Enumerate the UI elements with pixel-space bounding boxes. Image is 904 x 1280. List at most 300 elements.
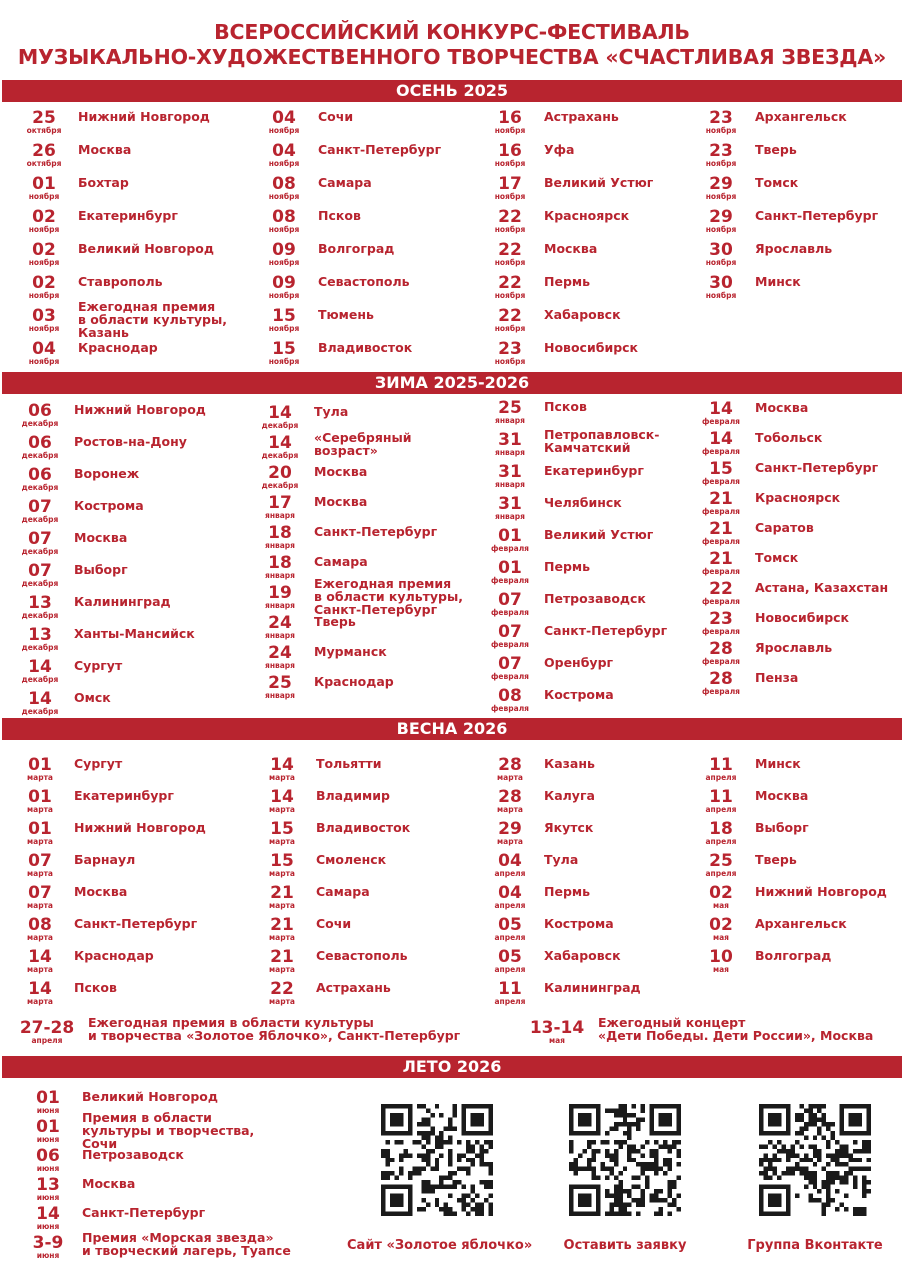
event-month: февраля xyxy=(490,608,529,617)
event-city: Барнаул xyxy=(74,852,136,867)
event-day: 16 xyxy=(498,141,522,161)
event-month: февраля xyxy=(701,657,740,666)
event-city: Екатеринбург xyxy=(78,208,178,223)
event-month: ноября xyxy=(494,258,526,267)
event-date xyxy=(22,1206,74,1231)
event-city: Великий Новгород xyxy=(82,1089,218,1104)
event-day: 3-9 xyxy=(32,1233,64,1253)
event-city: Волгоград xyxy=(755,948,832,963)
event-month: апреля xyxy=(494,933,526,942)
event-month: декабря xyxy=(21,515,59,524)
event-day: 11 xyxy=(498,979,522,999)
event-city: Нижний Новгород xyxy=(74,402,206,417)
event-day: 14 xyxy=(28,657,52,677)
event-city: Тверь xyxy=(755,852,797,867)
event-city: Якутск xyxy=(544,820,594,835)
event-month: марта xyxy=(27,933,53,942)
event-month: апреля xyxy=(705,837,737,846)
event-day: 30 xyxy=(709,273,733,293)
event-date xyxy=(695,671,747,696)
event-city: Москва xyxy=(544,241,598,256)
event-day: 14 xyxy=(28,947,52,967)
event-day: 14 xyxy=(270,755,294,775)
event-date xyxy=(256,981,308,1006)
event-date xyxy=(258,209,310,234)
event-date xyxy=(695,789,747,814)
section-winter-header: ЗИМА 2025-2026 xyxy=(2,372,902,394)
event-date xyxy=(484,688,536,713)
event-month: марта xyxy=(497,773,523,782)
event-day: 21 xyxy=(270,915,294,935)
event-month: ноября xyxy=(705,291,737,300)
event-day: 18 xyxy=(709,819,733,839)
event-city: Москва xyxy=(82,1176,136,1191)
event-date xyxy=(484,981,536,1006)
event-date xyxy=(484,110,536,135)
event-date xyxy=(484,789,536,814)
event-city: Пермь xyxy=(544,559,591,574)
event-month: января xyxy=(265,571,295,580)
event-day: 01 xyxy=(28,819,52,839)
event-day: 31 xyxy=(498,494,522,514)
event-date xyxy=(695,641,747,666)
event-month: февраля xyxy=(701,447,740,456)
event-date xyxy=(14,1020,80,1045)
event-date xyxy=(484,560,536,585)
event-month: января xyxy=(265,511,295,520)
event-city: Псков xyxy=(74,980,117,995)
event-month: ноября xyxy=(268,126,300,135)
event-date xyxy=(484,656,536,681)
event-date xyxy=(484,176,536,201)
event-city: Великий Новгород xyxy=(78,241,214,256)
event-month: июня xyxy=(36,1164,60,1173)
event-day: 14 xyxy=(709,399,733,419)
event-city: Бохтар xyxy=(78,175,129,190)
event-date xyxy=(14,531,66,556)
event-day: 28 xyxy=(709,639,733,659)
event-date xyxy=(484,949,536,974)
event-day: 01 xyxy=(28,755,52,775)
event-month: ноября xyxy=(268,324,300,333)
qr-code-icon[interactable] xyxy=(381,1104,493,1216)
event-date xyxy=(695,431,747,456)
event-date xyxy=(695,821,747,846)
event-city: Ставрополь xyxy=(78,274,163,289)
event-day: 28 xyxy=(498,755,522,775)
event-day: 15 xyxy=(270,819,294,839)
event-day: 14 xyxy=(709,429,733,449)
event-day: 06 xyxy=(28,433,52,453)
event-date xyxy=(484,528,536,553)
event-city: Сургут xyxy=(74,756,123,771)
event-date xyxy=(484,242,536,267)
event-day: 24 xyxy=(268,643,292,663)
event-city: Сочи xyxy=(316,916,352,931)
event-city: Сургут xyxy=(74,658,123,673)
event-month: июня xyxy=(36,1106,60,1115)
event-month: марта xyxy=(27,869,53,878)
event-month: марта xyxy=(27,773,53,782)
event-city: Москва xyxy=(755,400,809,415)
event-month: ноября xyxy=(28,258,60,267)
event-day: 06 xyxy=(36,1146,60,1166)
event-month: января xyxy=(495,416,525,425)
event-day: 23 xyxy=(498,339,522,359)
event-month: января xyxy=(265,541,295,550)
event-day: 14 xyxy=(28,979,52,999)
event-date xyxy=(256,757,308,782)
event-day: 01 xyxy=(28,787,52,807)
event-month: января xyxy=(495,448,525,457)
event-date xyxy=(484,853,536,878)
event-day: 14 xyxy=(36,1204,60,1224)
event-month: ноября xyxy=(268,225,300,234)
event-month: ноября xyxy=(494,324,526,333)
qr-code-icon[interactable] xyxy=(759,1104,871,1216)
event-date xyxy=(484,432,536,457)
event-date xyxy=(254,585,306,610)
event-city: Оренбург xyxy=(544,655,614,670)
event-day: 07 xyxy=(28,883,52,903)
event-day: 11 xyxy=(709,787,733,807)
event-day: 16 xyxy=(498,108,522,128)
event-city: Москва xyxy=(74,530,128,545)
event-day: 05 xyxy=(498,915,522,935)
event-month: марта xyxy=(269,997,295,1006)
event-month: ноября xyxy=(494,291,526,300)
event-date xyxy=(695,581,747,606)
event-city: Ярославль xyxy=(755,640,833,655)
event-city: Санкт-Петербург xyxy=(74,916,198,931)
event-city: Москва xyxy=(755,788,809,803)
event-date xyxy=(18,176,70,201)
event-month: декабря xyxy=(261,451,299,460)
event-city: Москва xyxy=(78,142,132,157)
event-city: Минск xyxy=(755,756,801,771)
event-date xyxy=(484,341,536,366)
event-month: ноября xyxy=(268,258,300,267)
event-date xyxy=(14,691,66,716)
event-month: апреля xyxy=(494,997,526,1006)
event-month: марта xyxy=(269,773,295,782)
event-day: 01 xyxy=(498,558,522,578)
event-day: 13-14 xyxy=(529,1018,585,1038)
event-month: ноября xyxy=(494,225,526,234)
event-month: июня xyxy=(36,1222,60,1231)
event-city: Премия в области культуры и творчества, Сочи xyxy=(82,1110,255,1151)
event-city: Великий Устюг xyxy=(544,175,654,190)
event-city: Санкт-Петербург xyxy=(755,208,879,223)
event-month: марта xyxy=(269,805,295,814)
event-month: ноября xyxy=(494,159,526,168)
event-date xyxy=(14,467,66,492)
event-date xyxy=(14,435,66,460)
event-month: декабря xyxy=(21,707,59,716)
event-month: ноября xyxy=(494,126,526,135)
event-month: ноября xyxy=(494,192,526,201)
event-day: 06 xyxy=(28,401,52,421)
event-date xyxy=(254,525,306,550)
event-month: декабря xyxy=(21,579,59,588)
event-month: июня xyxy=(36,1193,60,1202)
event-date xyxy=(695,110,747,135)
event-date xyxy=(254,645,306,670)
event-date xyxy=(695,917,747,942)
event-month: марта xyxy=(27,997,53,1006)
event-day: 04 xyxy=(32,339,56,359)
event-day: 02 xyxy=(709,915,733,935)
event-month: февраля xyxy=(490,672,529,681)
qr-caption[interactable]: Сайт «Золотое яблочко» xyxy=(347,1238,533,1253)
event-month: марта xyxy=(27,965,53,974)
event-month: ноября xyxy=(28,225,60,234)
event-day: 01 xyxy=(36,1117,60,1137)
event-day: 07 xyxy=(498,654,522,674)
event-date xyxy=(484,757,536,782)
event-day: 27-28 xyxy=(19,1018,75,1038)
event-city: Екатеринбург xyxy=(544,463,644,478)
event-day: 01 xyxy=(36,1088,60,1108)
event-city: Астана, Казахстан xyxy=(755,580,889,595)
event-date xyxy=(14,757,66,782)
event-month: марта xyxy=(27,805,53,814)
event-day: 29 xyxy=(709,207,733,227)
event-city: Ростов-на-Дону xyxy=(74,434,187,449)
event-day: 21 xyxy=(709,549,733,569)
event-date xyxy=(695,551,747,576)
event-date xyxy=(254,435,306,460)
event-month: июня xyxy=(36,1251,60,1260)
event-city: Омск xyxy=(74,690,111,705)
event-date xyxy=(256,949,308,974)
event-city: Красноярск xyxy=(544,208,630,223)
event-month: декабря xyxy=(21,611,59,620)
event-city: Екатеринбург xyxy=(74,788,174,803)
event-day: 10 xyxy=(709,947,733,967)
event-date xyxy=(258,110,310,135)
event-city: Челябинск xyxy=(544,495,622,510)
event-city: Самара xyxy=(314,554,368,569)
event-city: Самара xyxy=(318,175,372,190)
event-day: 19 xyxy=(268,583,292,603)
event-city: Ярославль xyxy=(755,241,833,256)
event-date xyxy=(18,110,70,135)
event-city: Волгоград xyxy=(318,241,395,256)
event-date xyxy=(14,627,66,652)
event-city: Тобольск xyxy=(755,430,823,445)
event-date xyxy=(254,495,306,520)
event-month: ноября xyxy=(268,291,300,300)
event-date xyxy=(484,496,536,521)
event-city: Краснодар xyxy=(74,948,154,963)
event-city: Владимир xyxy=(316,788,390,803)
event-date xyxy=(14,917,66,942)
event-date xyxy=(254,615,306,640)
event-month: марта xyxy=(27,901,53,910)
event-city: Томск xyxy=(755,550,799,565)
event-day: 22 xyxy=(709,579,733,599)
event-month: ноября xyxy=(494,357,526,366)
qr-caption[interactable]: Оставить заявку xyxy=(563,1238,687,1253)
event-city: Кострома xyxy=(544,916,614,931)
event-city: Воронеж xyxy=(74,466,140,481)
event-month: ноября xyxy=(28,291,60,300)
event-day: 23 xyxy=(709,141,733,161)
event-day: 21 xyxy=(709,489,733,509)
event-day: 07 xyxy=(28,497,52,517)
event-day: 09 xyxy=(272,240,296,260)
event-month: февраля xyxy=(701,627,740,636)
event-day: 08 xyxy=(28,915,52,935)
event-day: 25 xyxy=(709,851,733,871)
event-city: Выборг xyxy=(755,820,809,835)
qr-caption[interactable]: Группа Вконтакте xyxy=(747,1238,883,1253)
event-day: 31 xyxy=(498,462,522,482)
event-city: Нижний Новгород xyxy=(74,820,206,835)
event-city: Нижний Новгород xyxy=(755,884,887,899)
event-city: Тула xyxy=(314,404,349,419)
event-month: марта xyxy=(269,869,295,878)
event-day: 02 xyxy=(32,207,56,227)
event-month: ноября xyxy=(28,324,60,333)
event-day: 03 xyxy=(32,306,56,326)
event-city: Хабаровск xyxy=(544,307,621,322)
event-day: 17 xyxy=(498,174,522,194)
event-date xyxy=(14,563,66,588)
event-date xyxy=(256,885,308,910)
event-city: Псков xyxy=(318,208,361,223)
event-month: февраля xyxy=(701,687,740,696)
event-month: марта xyxy=(27,837,53,846)
event-day: 14 xyxy=(268,403,292,423)
event-date xyxy=(695,611,747,636)
event-date xyxy=(256,789,308,814)
event-day: 15 xyxy=(272,339,296,359)
event-city: Калуга xyxy=(544,788,595,803)
event-date xyxy=(256,821,308,846)
event-month: декабря xyxy=(21,483,59,492)
event-city: Владивосток xyxy=(316,820,411,835)
event-date xyxy=(254,675,306,700)
event-city: Ежегодная премия в области культуры, Санкт-Петербург xyxy=(314,576,464,617)
event-day: 07 xyxy=(28,529,52,549)
event-month: апреля xyxy=(494,869,526,878)
event-date xyxy=(14,403,66,428)
event-month: апреля xyxy=(494,901,526,910)
event-date xyxy=(695,757,747,782)
event-date xyxy=(258,143,310,168)
event-date xyxy=(254,555,306,580)
event-month: марта xyxy=(269,965,295,974)
event-day: 05 xyxy=(498,947,522,967)
event-day: 08 xyxy=(272,174,296,194)
event-day: 04 xyxy=(498,883,522,903)
event-city: Казань xyxy=(544,756,595,771)
event-date xyxy=(258,308,310,333)
event-month: ноября xyxy=(268,192,300,201)
event-city: Ежегодная премия в области культуры, Казань xyxy=(78,299,228,340)
event-city: Новосибирск xyxy=(755,610,850,625)
event-day: 22 xyxy=(270,979,294,999)
event-date xyxy=(695,853,747,878)
event-month: января xyxy=(495,512,525,521)
event-date xyxy=(695,242,747,267)
event-date xyxy=(524,1020,590,1045)
event-month: февраля xyxy=(701,537,740,546)
event-city: Калининград xyxy=(544,980,641,995)
event-month: декабря xyxy=(21,547,59,556)
event-city: Санкт-Петербург xyxy=(82,1205,206,1220)
event-date xyxy=(14,981,66,1006)
event-city: Москва xyxy=(314,464,368,479)
section-autumn-header: ОСЕНЬ 2025 xyxy=(2,80,902,102)
event-month: декабря xyxy=(261,481,299,490)
event-month: февраля xyxy=(701,417,740,426)
event-city: Тверь xyxy=(314,614,356,629)
event-date xyxy=(18,209,70,234)
event-month: мая xyxy=(548,1036,565,1045)
event-city: Хабаровск xyxy=(544,948,621,963)
event-month: ноября xyxy=(268,159,300,168)
event-date xyxy=(14,499,66,524)
event-city: Уфа xyxy=(544,142,575,157)
event-month: мая xyxy=(712,933,729,942)
event-city: «Серебряный возраст» xyxy=(314,430,412,458)
event-city: Санкт-Петербург xyxy=(755,460,879,475)
event-date xyxy=(14,595,66,620)
event-day: 28 xyxy=(498,787,522,807)
event-day: 02 xyxy=(709,883,733,903)
event-month: апреля xyxy=(494,965,526,974)
event-day: 13 xyxy=(28,593,52,613)
event-month: февраля xyxy=(701,477,740,486)
event-city: Самара xyxy=(316,884,370,899)
event-city: Новосибирск xyxy=(544,340,639,355)
event-day: 02 xyxy=(32,273,56,293)
event-date xyxy=(695,491,747,516)
event-city: Санкт-Петербург xyxy=(544,623,668,638)
event-city: Смоленск xyxy=(316,852,387,867)
event-month: ноября xyxy=(28,192,60,201)
event-date xyxy=(484,885,536,910)
qr-code-icon[interactable] xyxy=(569,1104,681,1216)
event-day: 09 xyxy=(272,273,296,293)
event-date xyxy=(258,176,310,201)
event-month: октября xyxy=(26,159,62,168)
event-city: Владивосток xyxy=(318,340,413,355)
event-day: 08 xyxy=(272,207,296,227)
event-month: ноября xyxy=(705,192,737,201)
event-day: 25 xyxy=(268,673,292,693)
event-city: Минск xyxy=(755,274,801,289)
event-month: марта xyxy=(269,901,295,910)
event-day: 07 xyxy=(28,561,52,581)
event-date xyxy=(22,1148,74,1173)
event-city: Тверь xyxy=(755,142,797,157)
event-day: 29 xyxy=(498,819,522,839)
event-day: 17 xyxy=(268,493,292,513)
event-date xyxy=(484,917,536,942)
event-day: 06 xyxy=(28,465,52,485)
event-day: 14 xyxy=(28,689,52,709)
event-day: 04 xyxy=(272,141,296,161)
event-city: Петрозаводск xyxy=(544,591,646,606)
event-city: Архангельск xyxy=(755,916,847,931)
event-day: 02 xyxy=(32,240,56,260)
event-city: Томск xyxy=(755,175,799,190)
event-month: ноября xyxy=(705,126,737,135)
